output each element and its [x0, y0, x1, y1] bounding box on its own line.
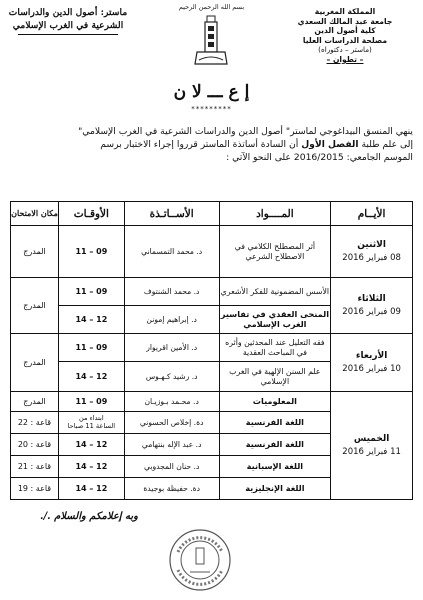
time-cell: 12 – 14 — [58, 478, 124, 500]
levels-label: (ماستر – دكتوراه) — [318, 45, 372, 55]
day-date: 08 فبراير 2016 — [342, 252, 401, 263]
day-date: 09 فبراير 2016 — [342, 306, 401, 317]
table-header-row — [11, 202, 413, 226]
intro-line-2-start: إلى علم طلبة — [358, 139, 413, 151]
location-cell: المدرج — [11, 334, 59, 392]
time-note: الساعة 11 صباحا — [67, 421, 116, 430]
location-cell: قاعة : 21 — [11, 456, 59, 478]
time-cell: 09 – 11 — [58, 278, 124, 306]
faculty-logo-icon — [193, 14, 229, 66]
announcement-body — [6, 125, 413, 165]
program-line-2: الشرعية في الغرب الإسلامي — [12, 20, 124, 31]
day-name: الأربعاء — [355, 350, 388, 361]
location-cell: المدرج — [11, 226, 59, 278]
header-days: الأيــام — [331, 202, 413, 226]
time-start-label: ابتداء من — [79, 414, 104, 422]
official-stamp-icon — [168, 528, 232, 592]
professor-cell: دة. حفيظة بوجيدة — [124, 478, 219, 500]
day-cell — [331, 334, 413, 392]
time-cell: 12 – 14 — [58, 362, 124, 392]
time-cell: 12 – 14 — [58, 434, 124, 456]
table-row — [11, 334, 413, 362]
intro-line-1: ينهي المنسق البيداغوجي لماستر" أصول الدين والدراسات الشرعية في الغرب الإسلامي" — [78, 126, 413, 137]
professor-cell: د. رشيد كـهـوس — [124, 362, 219, 392]
semester-label: الفصل الأول — [301, 139, 359, 151]
subject-cell: اللغة الفرنسية — [219, 434, 331, 456]
professor-cell: د. عبد الإله بنتهامي — [124, 434, 219, 456]
location-cell: قاعة : 22 — [11, 412, 59, 434]
subject-cell: فقه التعليل عند المحدثين وأثره في المباحث العقدية — [219, 334, 331, 362]
intro-line-2 — [6, 138, 413, 151]
header-subjects: المــــواد — [219, 202, 331, 226]
day-date: 11 فبراير 2016 — [342, 446, 401, 457]
subject-cell: اللغة الإنجليزية — [219, 478, 331, 500]
time-cell — [58, 412, 124, 434]
subject-cell: أثر المصطلح الكلامي في الاصطلاح الشرعي — [219, 226, 331, 278]
professor-cell: د. محمد التمسماني — [124, 226, 219, 278]
subject-cell: علم السنن الإلهية في الغرب الإسلامي — [219, 362, 331, 392]
program-header — [4, 6, 132, 35]
subject-cell: الأسس المضمونية للفكر الأشعري — [219, 278, 331, 306]
subject-cell: المنحى العقدي في تفاسير الغرب الإسلامي — [219, 306, 331, 334]
kingdom-label: المملكة المغربية — [314, 7, 376, 16]
closing-text: وبه إعلامكم والسلام ./. — [40, 511, 139, 522]
department-label: مصلحة الدراسات العليا — [302, 35, 388, 45]
time-cell: 09 – 11 — [58, 334, 124, 362]
table-row — [11, 226, 413, 278]
program-underline — [18, 34, 118, 35]
city-label: – تطوان – — [326, 54, 364, 64]
day-cell — [331, 278, 413, 334]
subject-cell: المعلوميات — [219, 392, 331, 412]
time-cell: 12 – 14 — [58, 306, 124, 334]
program-line-1: ماستر: أصول الدين والدراسات — [8, 7, 128, 18]
time-cell: 09 – 11 — [58, 226, 124, 278]
intro-line-3: الموسم الجامعي: 2016/2015 على النحو الآتي : — [226, 152, 413, 164]
location-cell: المدرج — [11, 392, 59, 412]
table-row — [11, 278, 413, 306]
basmala: بسم الله الرحمن الرحيم — [178, 3, 245, 11]
time-cell: 09 – 11 — [58, 392, 124, 412]
location-cell: المدرج — [11, 278, 59, 334]
professor-cell: د. محمد الشنتوف — [124, 278, 219, 306]
day-name: الخميس — [353, 433, 390, 444]
header-times: الأوقـات — [58, 202, 124, 226]
title-stars: ********* — [191, 105, 232, 113]
professor-cell: د. الأمين اقريوار — [124, 334, 219, 362]
professor-cell: د. محـمد بـوزيـان — [124, 392, 219, 412]
day-date: 10 فبراير 2016 — [342, 363, 401, 374]
institution-header — [275, 7, 415, 65]
time-cell: 12 – 14 — [58, 456, 124, 478]
professor-cell: دة. إخلاص الحسوني — [124, 412, 219, 434]
subject-cell: اللغة الفرنسية — [219, 412, 331, 434]
location-cell: قاعة : 20 — [11, 434, 59, 456]
day-name: الثلاثاء — [357, 293, 386, 304]
university-label: جامعة عبد المالك السعدي — [297, 16, 393, 26]
location-cell: قاعة : 19 — [11, 478, 59, 500]
header-professors: الأســاتـذة — [124, 202, 219, 226]
exam-schedule-table — [10, 201, 413, 500]
announcement-title: إ ع ـــ لا ن — [173, 82, 250, 102]
header-location: مكان الامتحان — [11, 202, 59, 226]
professor-cell: د. حنان المجدوبي — [124, 456, 219, 478]
subject-cell: اللغة الإسبانية — [219, 456, 331, 478]
day-cell — [331, 226, 413, 278]
day-cell — [331, 392, 413, 500]
table-row — [11, 392, 413, 412]
faculty-label: كلية أصول الدين — [314, 26, 376, 36]
intro-line-2-end: أن السادة أساتذة الماستر قرروا إجراء الاختبار برسم — [100, 139, 302, 151]
day-name: الاثنين — [357, 239, 386, 250]
professor-cell: د. إبراهيم إمونن — [124, 306, 219, 334]
